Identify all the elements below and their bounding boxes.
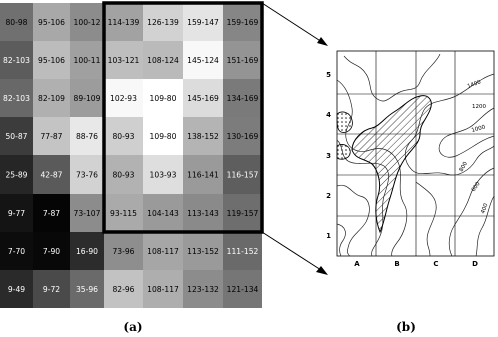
grid-cell-label: 16-90 xyxy=(75,247,99,256)
caption-b: (b) xyxy=(396,320,416,334)
grid-cell-label: 35-96 xyxy=(75,285,99,294)
contour-label: 800 xyxy=(458,160,469,173)
grid-cell-label: 50-87 xyxy=(5,132,28,141)
grid-cell-label: 95-106 xyxy=(38,18,65,27)
column-label: B xyxy=(394,260,400,268)
row-label: 2 xyxy=(326,192,331,200)
row-label: 5 xyxy=(326,71,331,79)
grid-cell-label: 88-76 xyxy=(75,132,99,141)
grid-cell-label: 77-87 xyxy=(40,132,63,141)
grid-cell-label: 73-76 xyxy=(75,170,99,180)
grid-cell-label: 113-143 xyxy=(187,209,219,218)
contour-map xyxy=(337,51,494,256)
row-label: 4 xyxy=(326,111,331,119)
grid-cell-label: 134-169 xyxy=(226,94,259,103)
grid-cell-label: 108-124 xyxy=(147,56,179,65)
contour-label: 400 xyxy=(480,202,490,215)
grid-cell-label: 123-132 xyxy=(187,285,219,294)
grid-cell-label: 9-72 xyxy=(42,285,61,294)
grid-cell-label: 82-103 xyxy=(3,56,30,65)
column-label: A xyxy=(354,260,360,268)
grid-cell-label: 9-77 xyxy=(7,209,26,218)
contour-label: 1000 xyxy=(470,124,487,134)
grid-cell-label: 89-109 xyxy=(73,94,101,103)
grid-cell-label: 82-103 xyxy=(3,94,30,103)
grid-cell-label: 102-93 xyxy=(110,94,137,103)
grid-cell-label: 100-11 xyxy=(73,56,101,65)
grid-cell-label: 116-157 xyxy=(226,170,259,180)
row-label: 3 xyxy=(326,152,331,160)
grid-cell-label: 111-152 xyxy=(226,247,259,256)
grid-cell-label: 145-124 xyxy=(187,56,219,65)
grid-cell-label: 151-169 xyxy=(226,56,259,65)
column-label: C xyxy=(433,260,439,268)
grid-cell-label: 109-80 xyxy=(149,132,177,141)
grid-cell-label: 126-139 xyxy=(147,18,179,27)
map-row-labels xyxy=(326,71,331,240)
grid-cell-label: 73-96 xyxy=(112,247,135,256)
grid-cell-label: 100-12 xyxy=(73,18,101,27)
grid-cell-label: 113-152 xyxy=(187,247,219,256)
grid-cell-label: 7-70 xyxy=(7,247,26,256)
grid-cell-label: 108-117 xyxy=(147,247,179,256)
grid-cell-label: 130-169 xyxy=(226,132,259,141)
grey-level-grid xyxy=(0,3,262,308)
grid-cell-label: 145-169 xyxy=(187,94,219,103)
grid-cell-label: 114-139 xyxy=(107,18,140,27)
contour-label: 1200 xyxy=(472,104,486,110)
grid-cell-label: 104-143 xyxy=(147,209,179,218)
caption-a: (a) xyxy=(123,320,143,334)
row-label: 1 xyxy=(326,232,331,240)
grid-cell-label: 80-98 xyxy=(5,18,28,27)
contour-label: 600 xyxy=(470,181,482,194)
grid-cell-label: 119-157 xyxy=(226,209,259,218)
grid-cell-label: 9-49 xyxy=(7,285,26,294)
dotted-zone-lower xyxy=(337,144,350,159)
grid-cell-label: 159-169 xyxy=(226,18,259,27)
grid-cell-label: 82-109 xyxy=(38,94,65,103)
grid-cell-label: 121-134 xyxy=(226,285,259,294)
map-column-labels xyxy=(354,260,478,268)
column-label: D xyxy=(472,260,478,268)
grid-cell-label: 116-141 xyxy=(187,170,219,180)
grid-cell-label: 108-117 xyxy=(147,285,179,294)
grid-cell-label: 103-93 xyxy=(149,170,177,180)
grid-cell-label: 25-89 xyxy=(5,170,28,180)
grid-cell-label: 82-96 xyxy=(112,285,135,294)
grid-cell-label: 159-147 xyxy=(187,18,219,27)
grid-cell-label: 109-80 xyxy=(149,94,177,103)
grid-cell-label: 103-121 xyxy=(107,56,140,65)
contour-label: 1400 xyxy=(466,79,482,90)
grid-cell-label: 73-107 xyxy=(73,209,101,218)
grid-cell-label: 138-152 xyxy=(187,132,219,141)
grid-cell-label: 42-87 xyxy=(40,170,63,180)
grid-cell-label: 80-93 xyxy=(112,132,135,141)
connector-arrows xyxy=(262,3,328,275)
grid-cell-label: 95-106 xyxy=(38,56,65,65)
grid-cell-label: 7-90 xyxy=(42,247,61,256)
grid-cell-label: 93-115 xyxy=(110,209,137,218)
grid-cell-label: 7-87 xyxy=(42,209,61,218)
grid-cell-label: 80-93 xyxy=(112,170,135,180)
